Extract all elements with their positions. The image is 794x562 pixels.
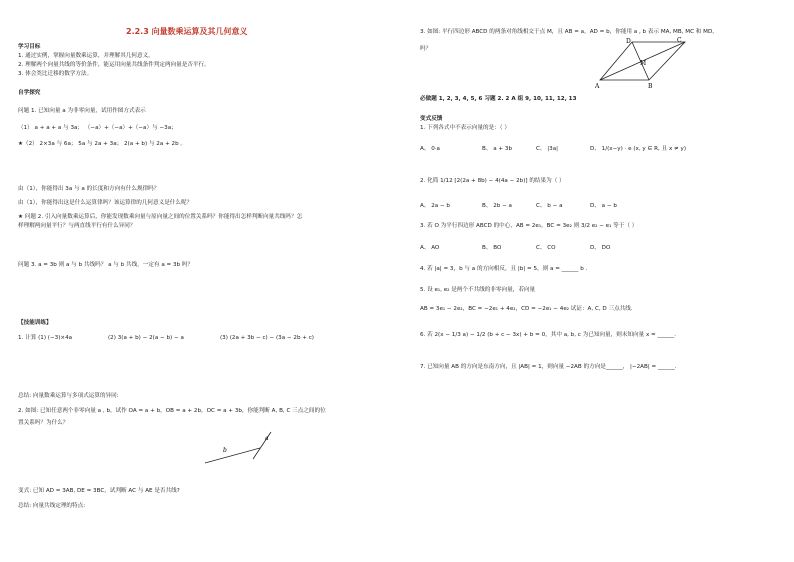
calc-item-2: (2) 3(a + b) − 2(a − b) − a <box>108 335 184 341</box>
exercise-2-line-2: 置关系吗？为什么？ <box>18 420 69 426</box>
calc-item-3: (3) (2a + 3b − c) − (3a − 2b + c) <box>220 335 314 341</box>
fb1-option-a: A、 0·a <box>420 146 440 152</box>
self-study-heading: 自学探究 <box>18 90 41 96</box>
summary-1: 总结: 向量数乘运算与多项式运算的异同: <box>18 393 119 399</box>
page-title: 2.2.3 向量数乘运算及其几何意义 <box>126 27 248 36</box>
vector-b-line <box>205 448 260 463</box>
point-a-label: A <box>595 83 600 90</box>
fb3-option-a: A、 AO <box>420 245 440 251</box>
fb2-option-b: B、 2b − a <box>482 203 512 209</box>
fb2-option-a: A、 2a − b <box>420 203 450 209</box>
fb1-option-d: D、 1/(x−y) · e (x, y ∈ R, 且 x ≠ y) <box>590 146 686 152</box>
feedback-question-6: 6. 若 2(x − 1/3 a) − 1/2 (b + c − 3x) + b = 0，其中 a, b, c 为已知向量，则未知向量 x = ______. <box>420 332 677 338</box>
feedback-question-3: 3. 若 O 为平行四边形 ABCD 的中心，AB = 2e₁，BC = 3e₂ 则 3/2 e₂ − e₁ 等于（ ） <box>420 223 638 229</box>
point-b-label: B <box>648 83 653 90</box>
point-c-label: C <box>677 37 682 44</box>
fb3-option-b: B、 BO <box>482 245 502 251</box>
question-1-follow-1: 由（1），你能得出 3a 与 a 的长度和方向有什么规律吗？ <box>18 186 160 192</box>
fb1-option-b: B、 a + 3b <box>482 146 512 152</box>
feedback-question-4: 4. 若 |a| = 3，b 与 a 的方向相反，且 |b| = 5，则 a = ______ b . <box>420 266 588 272</box>
feedback-question-5-line-1: 5. 设 e₁, e₂ 是两个不共线的非零向量，若向量 <box>420 287 536 293</box>
question-1-follow-2: 由（1），你能得出这是什么运算律吗？该运算律的几何意义是什么呢？ <box>18 200 193 206</box>
fb3-option-c: C、 CO <box>536 245 556 251</box>
exercise-3-line-2: 吗？ <box>420 46 432 52</box>
feedback-heading: 变式反馈 <box>420 116 443 122</box>
homework-line: 必做题 1, 2, 3, 4, 5, 6 习题 2. 2 A 组 9, 10, 11, 12, 13 <box>420 96 577 102</box>
question-1: 问题 1. 已知向量 a 为非零向量，试用作图方式表示 <box>18 108 146 114</box>
objective-item: 3. 体会类比迁移的数学方法。 <box>18 71 93 77</box>
feedback-question-2: 2. 化简 1/12 [2(2a + 8b) − 4(4a − 2b)] 的结果为（ ） <box>420 178 565 184</box>
vector-figure <box>195 428 315 488</box>
question-2-line-1: ★ 问题 2. 引入向量数乘运算后，你能发现数乘向量与原向量之间的位置关系吗？你能得出怎样判断向量共线吗？怎 <box>18 214 303 220</box>
summary-2: 总结: 向量共线定理的特点: <box>18 503 86 509</box>
parallelogram-figure <box>592 36 712 96</box>
question-2-line-2: 样理解两向量平行？与两直线平行有什么异同？ <box>18 223 136 229</box>
vector-a-label: a <box>265 435 269 442</box>
feedback-question-5-line-2: AB = 3e₁ − 2e₂，BC = −2e₁ + 4e₂，CD = −2e₁ − 4e₂ 试证：A, C, D 三点共线. <box>420 306 633 312</box>
calc-item-1: 1. 计算 (1) (−3)×4a <box>18 335 73 341</box>
fb2-option-d: D、 a − b <box>590 203 617 209</box>
objective-item: 2. 理解两个向量共线的等价条件，能运用向量共线条件判定两向量是否平行。 <box>18 62 210 68</box>
objective-item: 1. 通过实例，掌握向量数乘运算，并理解其几何意义。 <box>18 53 154 59</box>
practice-heading: 【技能训练】 <box>18 320 52 326</box>
question-1-row-1: （1） a + a + a 与 3a； （−a）+（−a）+（−a）与 −3a； <box>18 125 177 131</box>
exercise-2-line-1: 2. 如图: 已知任意两个非零向量 a , b，试作 OA = a + b，OB = a + 2b，OC = a + 3b，你能判断 A, B, C 三点之间的位 <box>18 408 326 414</box>
question-3: 问题 3. a = 3b 则 a 与 b 共线吗？ a 与 b 共线，一定有 a = 3b 吗？ <box>18 262 194 268</box>
question-1-row-2: ★（2） 2×3a 与 6a； 5a 与 2a + 3a； 2(a + b) 与 2a + 2b 。 <box>18 141 187 147</box>
point-d-label: D <box>626 38 631 45</box>
fb3-option-d: D、 DO <box>590 245 611 251</box>
fb1-option-c: C、 |3a| <box>536 146 559 152</box>
objectives-heading: 学习目标 <box>18 44 41 50</box>
exercise-3-line-1: 3. 如图: 平行四边形 ABCD 的两条对角线相交于点 M，且 AB = a，AD = b，你能用 a , b 表示 MA, MB, MC 和 MD, <box>420 29 715 35</box>
point-m-label: M <box>640 60 647 67</box>
vector-b-label: b <box>223 447 227 454</box>
variant-question: 变式: 已知 AD = 3AB, DE = 3BC，试判断 AC 与 AE 是否共线? <box>18 488 180 494</box>
feedback-question-1: 1. 下列各式中不表示向量的是：（ ） <box>420 125 510 131</box>
fb2-option-c: C、 b − a <box>536 203 563 209</box>
feedback-question-7: 7. 已知向量 AB 的方向是东南方向，且 |AB| = 1，则向量 −2AB 的方向是______， |−2AB| = ______. <box>420 364 677 370</box>
